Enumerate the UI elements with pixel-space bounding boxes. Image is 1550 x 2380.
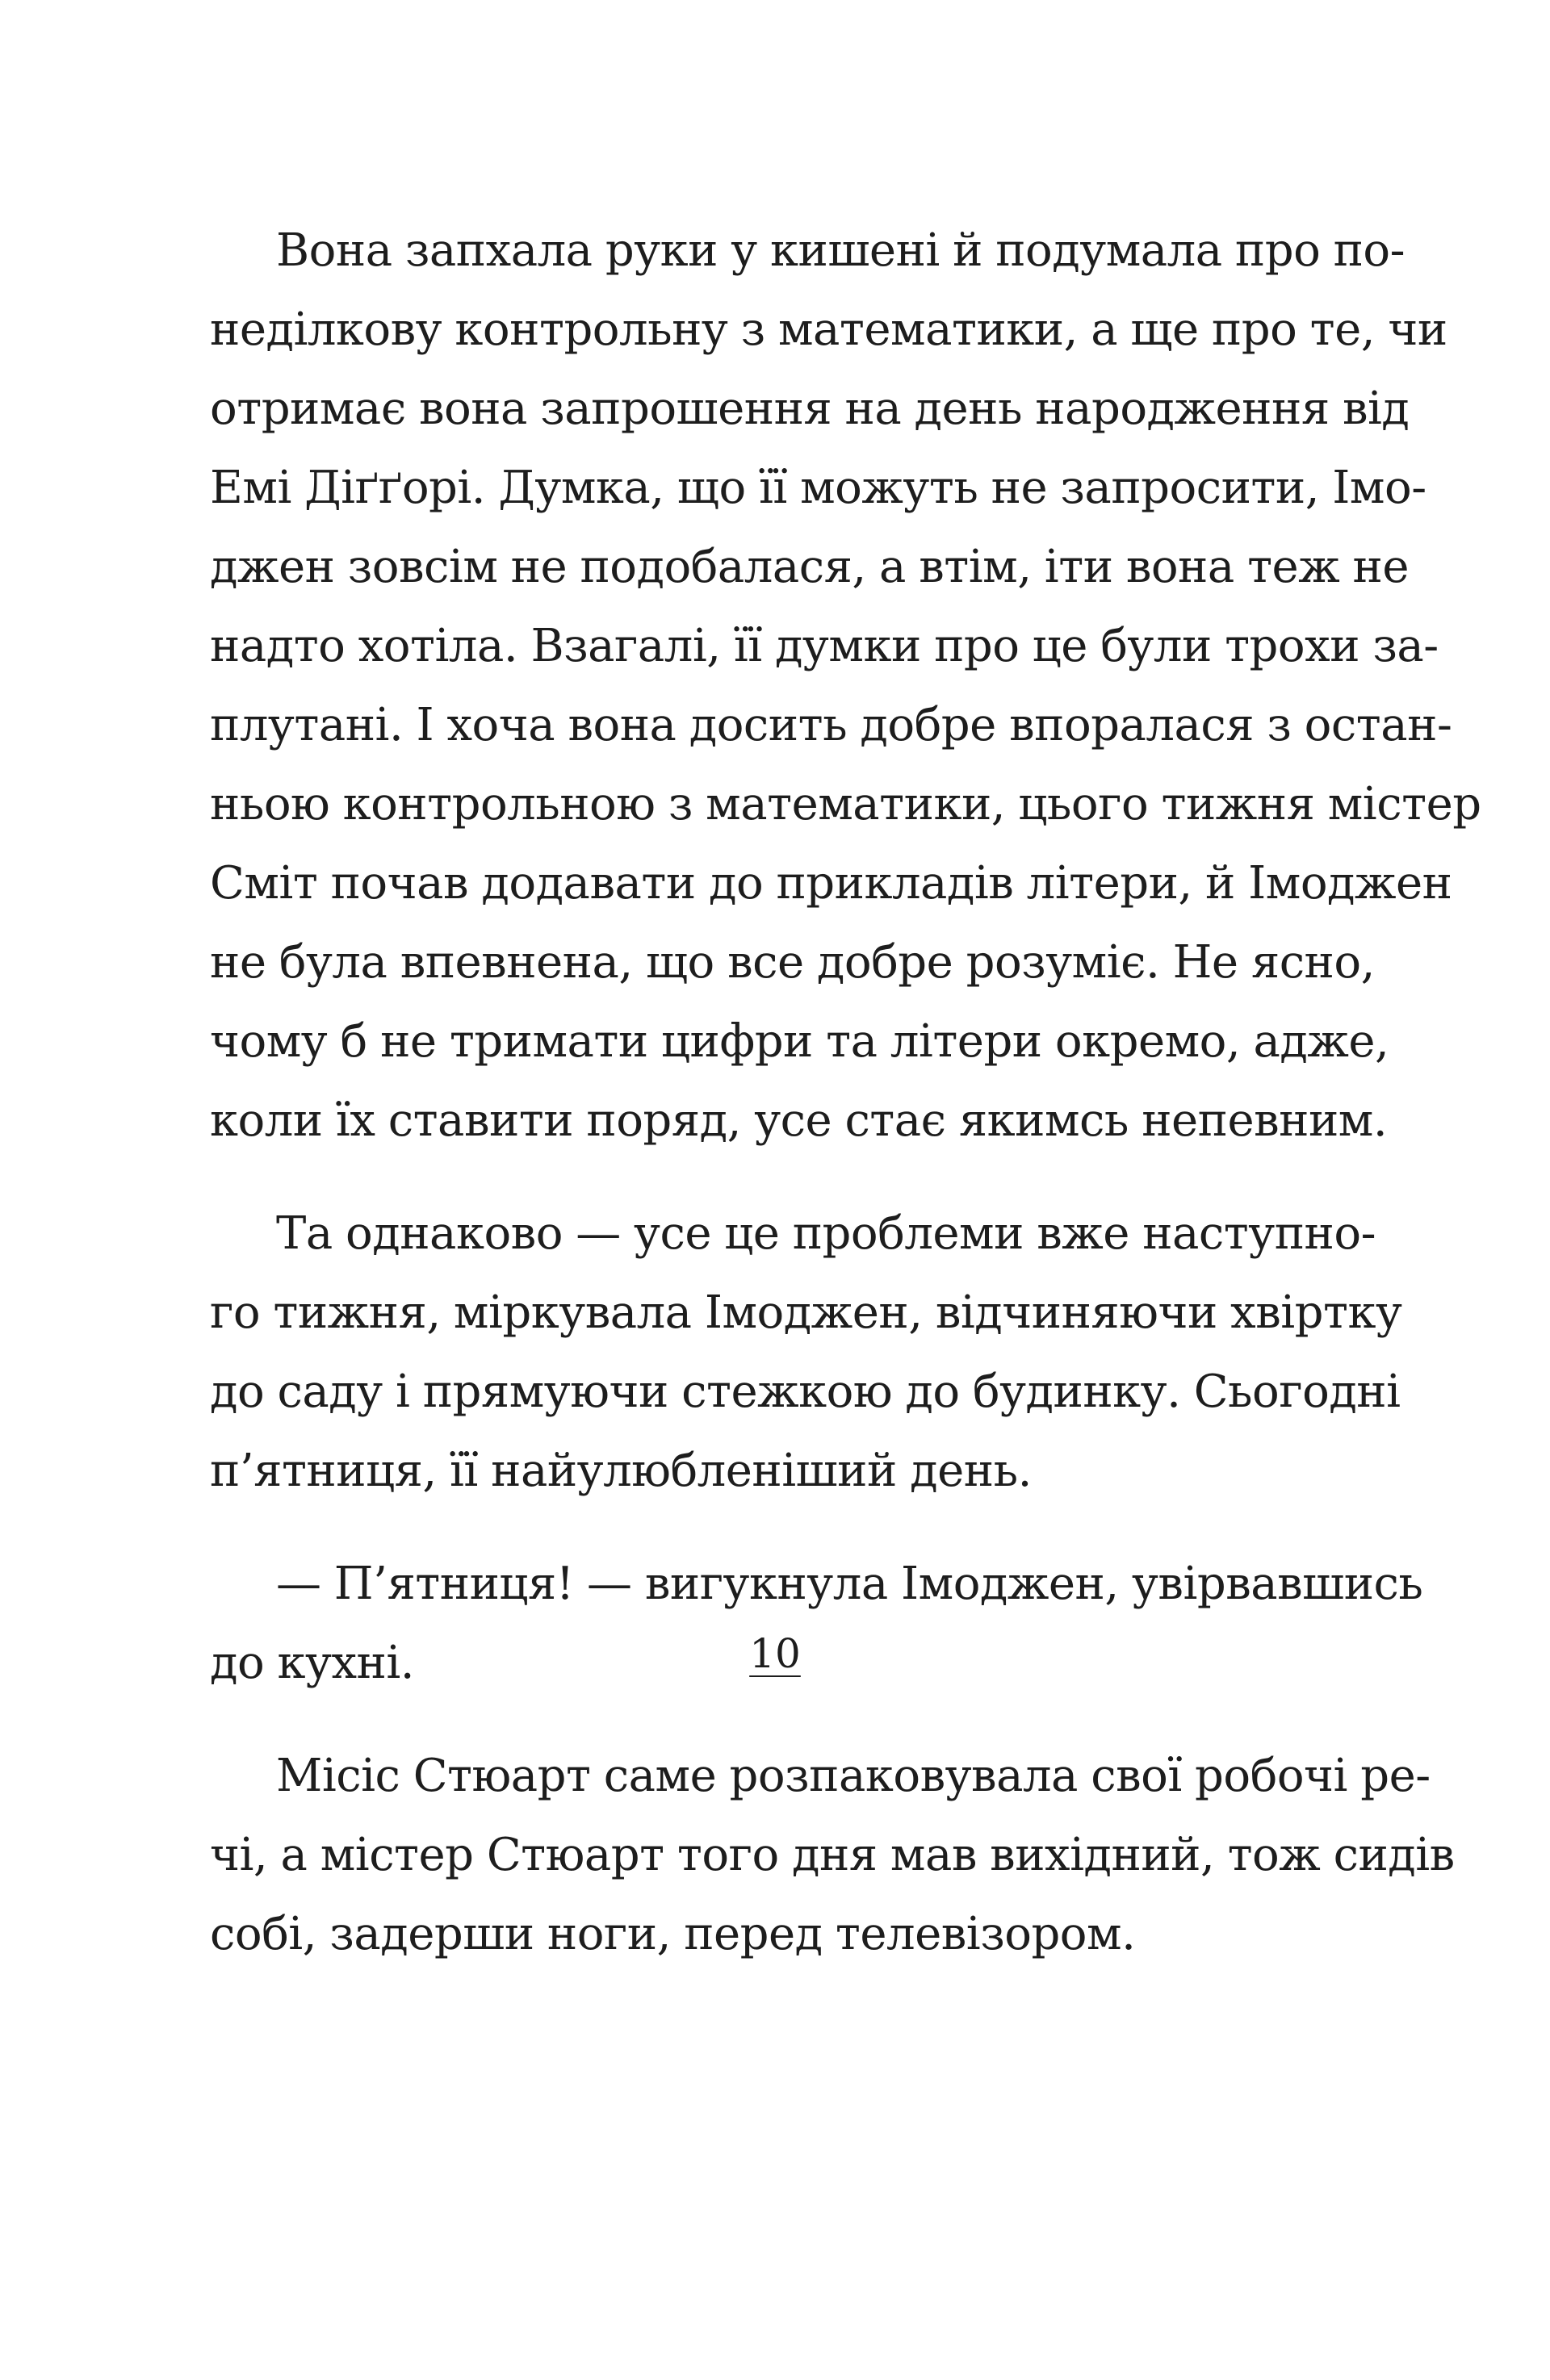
text-line: неділкову контрольну з математики, а ще про те, чи [210, 303, 1447, 356]
text-line: надто хотіла. Взагалі, її думки про це були трохи за- [210, 620, 1439, 672]
text-line: до саду і прямуючи стежкою до будинку. Сьогодні [210, 1366, 1401, 1418]
text-line: ньою контрольною з математики, цього тижня містер [210, 778, 1481, 830]
text-line: джен зовсім не подобалася, а втім, іти вона теж не [210, 541, 1409, 593]
body-text [210, 211, 1481, 1974]
page-number: 10 [749, 1630, 801, 1677]
text-line: отримає вона запрошення на день народження від [210, 383, 1410, 435]
text-line: до кухні. [210, 1637, 415, 1689]
text-line: Місіс Стюарт саме розпаковувала свої робочі ре- [276, 1750, 1431, 1802]
text-line: не була впевнена, що все добре розуміє. Не ясно, [210, 936, 1375, 989]
text-line: п’ятниця, її найулюбленіший день. [210, 1445, 1032, 1497]
text-line: плутані. І хоча вона досить добре впоралася з остан- [210, 699, 1452, 751]
paragraph-4 [210, 1737, 1455, 1974]
text-line: чі, а містер Стюарт того дня мав вихідний, тож сидів [210, 1829, 1455, 1881]
text-line: собі, задерши ноги, перед телевізором. [210, 1908, 1136, 1960]
text-line: чому б не тримати цифри та літери окремо, адже, [210, 1015, 1389, 1068]
text-line: Сміт почав додавати до прикладів літери, й Імоджен [210, 857, 1452, 910]
paragraph-3 [210, 1545, 1423, 1703]
text-line: — П’ятниця! — вигукнула Імоджен, увірвавшись [276, 1558, 1423, 1610]
paragraph-2 [210, 1194, 1402, 1511]
text-line: Та однаково — усе це проблеми вже наступно- [276, 1207, 1376, 1260]
text-line: Емі Діґґорі. Думка, що її можуть не запросити, Імо- [210, 462, 1426, 514]
text-line: коли їх ставити поряд, усе стає якимсь непевним. [210, 1094, 1388, 1147]
paragraph-1 [210, 211, 1481, 1161]
text-line: Вона запхала руки у кишені й подумала про по- [276, 224, 1405, 277]
text-line: го тижня, міркувала Імоджен, відчиняючи хвіртку [210, 1286, 1402, 1339]
